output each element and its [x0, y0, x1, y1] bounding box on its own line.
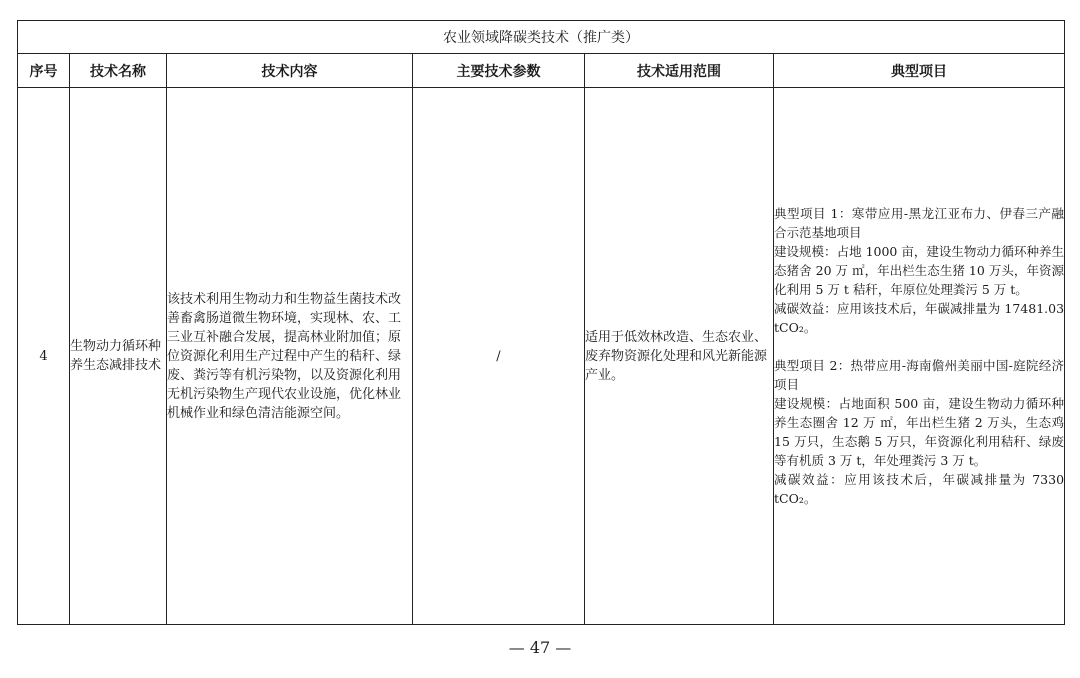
cell-typical [774, 88, 1065, 625]
header-scope: 技术适用范围 [585, 54, 774, 88]
cell-content: 该技术利用生物动力和生物益生菌技术改善畜禽肠道微生物环境，实现林、农、工三业互补融合发展，提高林业附加值；原位资源化利用生产过程中产生的秸秆、绿废、粪污等有机污染物，以及资源化利用无机污染物生产现代农业设施，优化林业机械作业和绿色清洁能源空间。 [167, 88, 413, 625]
header-content: 技术内容 [167, 54, 413, 88]
cell-params: / [413, 88, 585, 625]
typical-project-scale: 建设规模：占地面积 500 亩，建设生物动力循环种养生态圈舍 12 万 ㎡，年出栏生猪 2 万头，生态鸡 15 万只，生态鹅 5 万只，年资源化利用秸秆、绿废等有机质 3 万 t，年处理粪污 3 万 t。 [774, 396, 1065, 468]
typical-project-scale: 建设规模：占地 1000 亩，建设生物动力循环种养生态猪舍 20 万 ㎡，年出栏生态生猪 10 万头，年资源化利用 5 万 t 秸秆，年原位处理粪污 5 万 t。 [774, 244, 1065, 297]
header-typical: 典型项目 [774, 54, 1065, 88]
page-number: — 47 — [508, 638, 572, 657]
table-header-row [18, 54, 1065, 88]
table-title: 农业领域降碳类技术（推广类） [18, 21, 1065, 54]
typical-project-benefit: 减碳效益：应用该技术后，年碳减排量为 17481.03 tCO₂。 [774, 301, 1065, 335]
header-no: 序号 [18, 54, 70, 88]
typical-project-title: 典型项目 1：寒带应用-黑龙江亚布力、伊春三产融合示范基地项目 [774, 206, 1065, 240]
typical-project-2 [774, 356, 1064, 508]
table-title-row [18, 21, 1065, 54]
cell-no: 4 [18, 88, 70, 625]
header-name: 技术名称 [70, 54, 167, 88]
typical-project-title: 典型项目 2：热带应用-海南儋州美丽中国-庭院经济项目 [774, 358, 1065, 392]
table-row [18, 88, 1065, 625]
typical-project-1 [774, 204, 1064, 337]
typical-project-benefit: 减碳效益：应用该技术后，年碳减排量为 7330 tCO₂。 [774, 472, 1065, 506]
cell-scope: 适用于低效林改造、生态农业、废弃物资源化处理和风光新能源产业。 [585, 88, 774, 625]
technology-table [17, 20, 1065, 625]
header-params: 主要技术参数 [413, 54, 585, 88]
cell-name: 生物动力循环种养生态减排技术 [70, 88, 167, 625]
